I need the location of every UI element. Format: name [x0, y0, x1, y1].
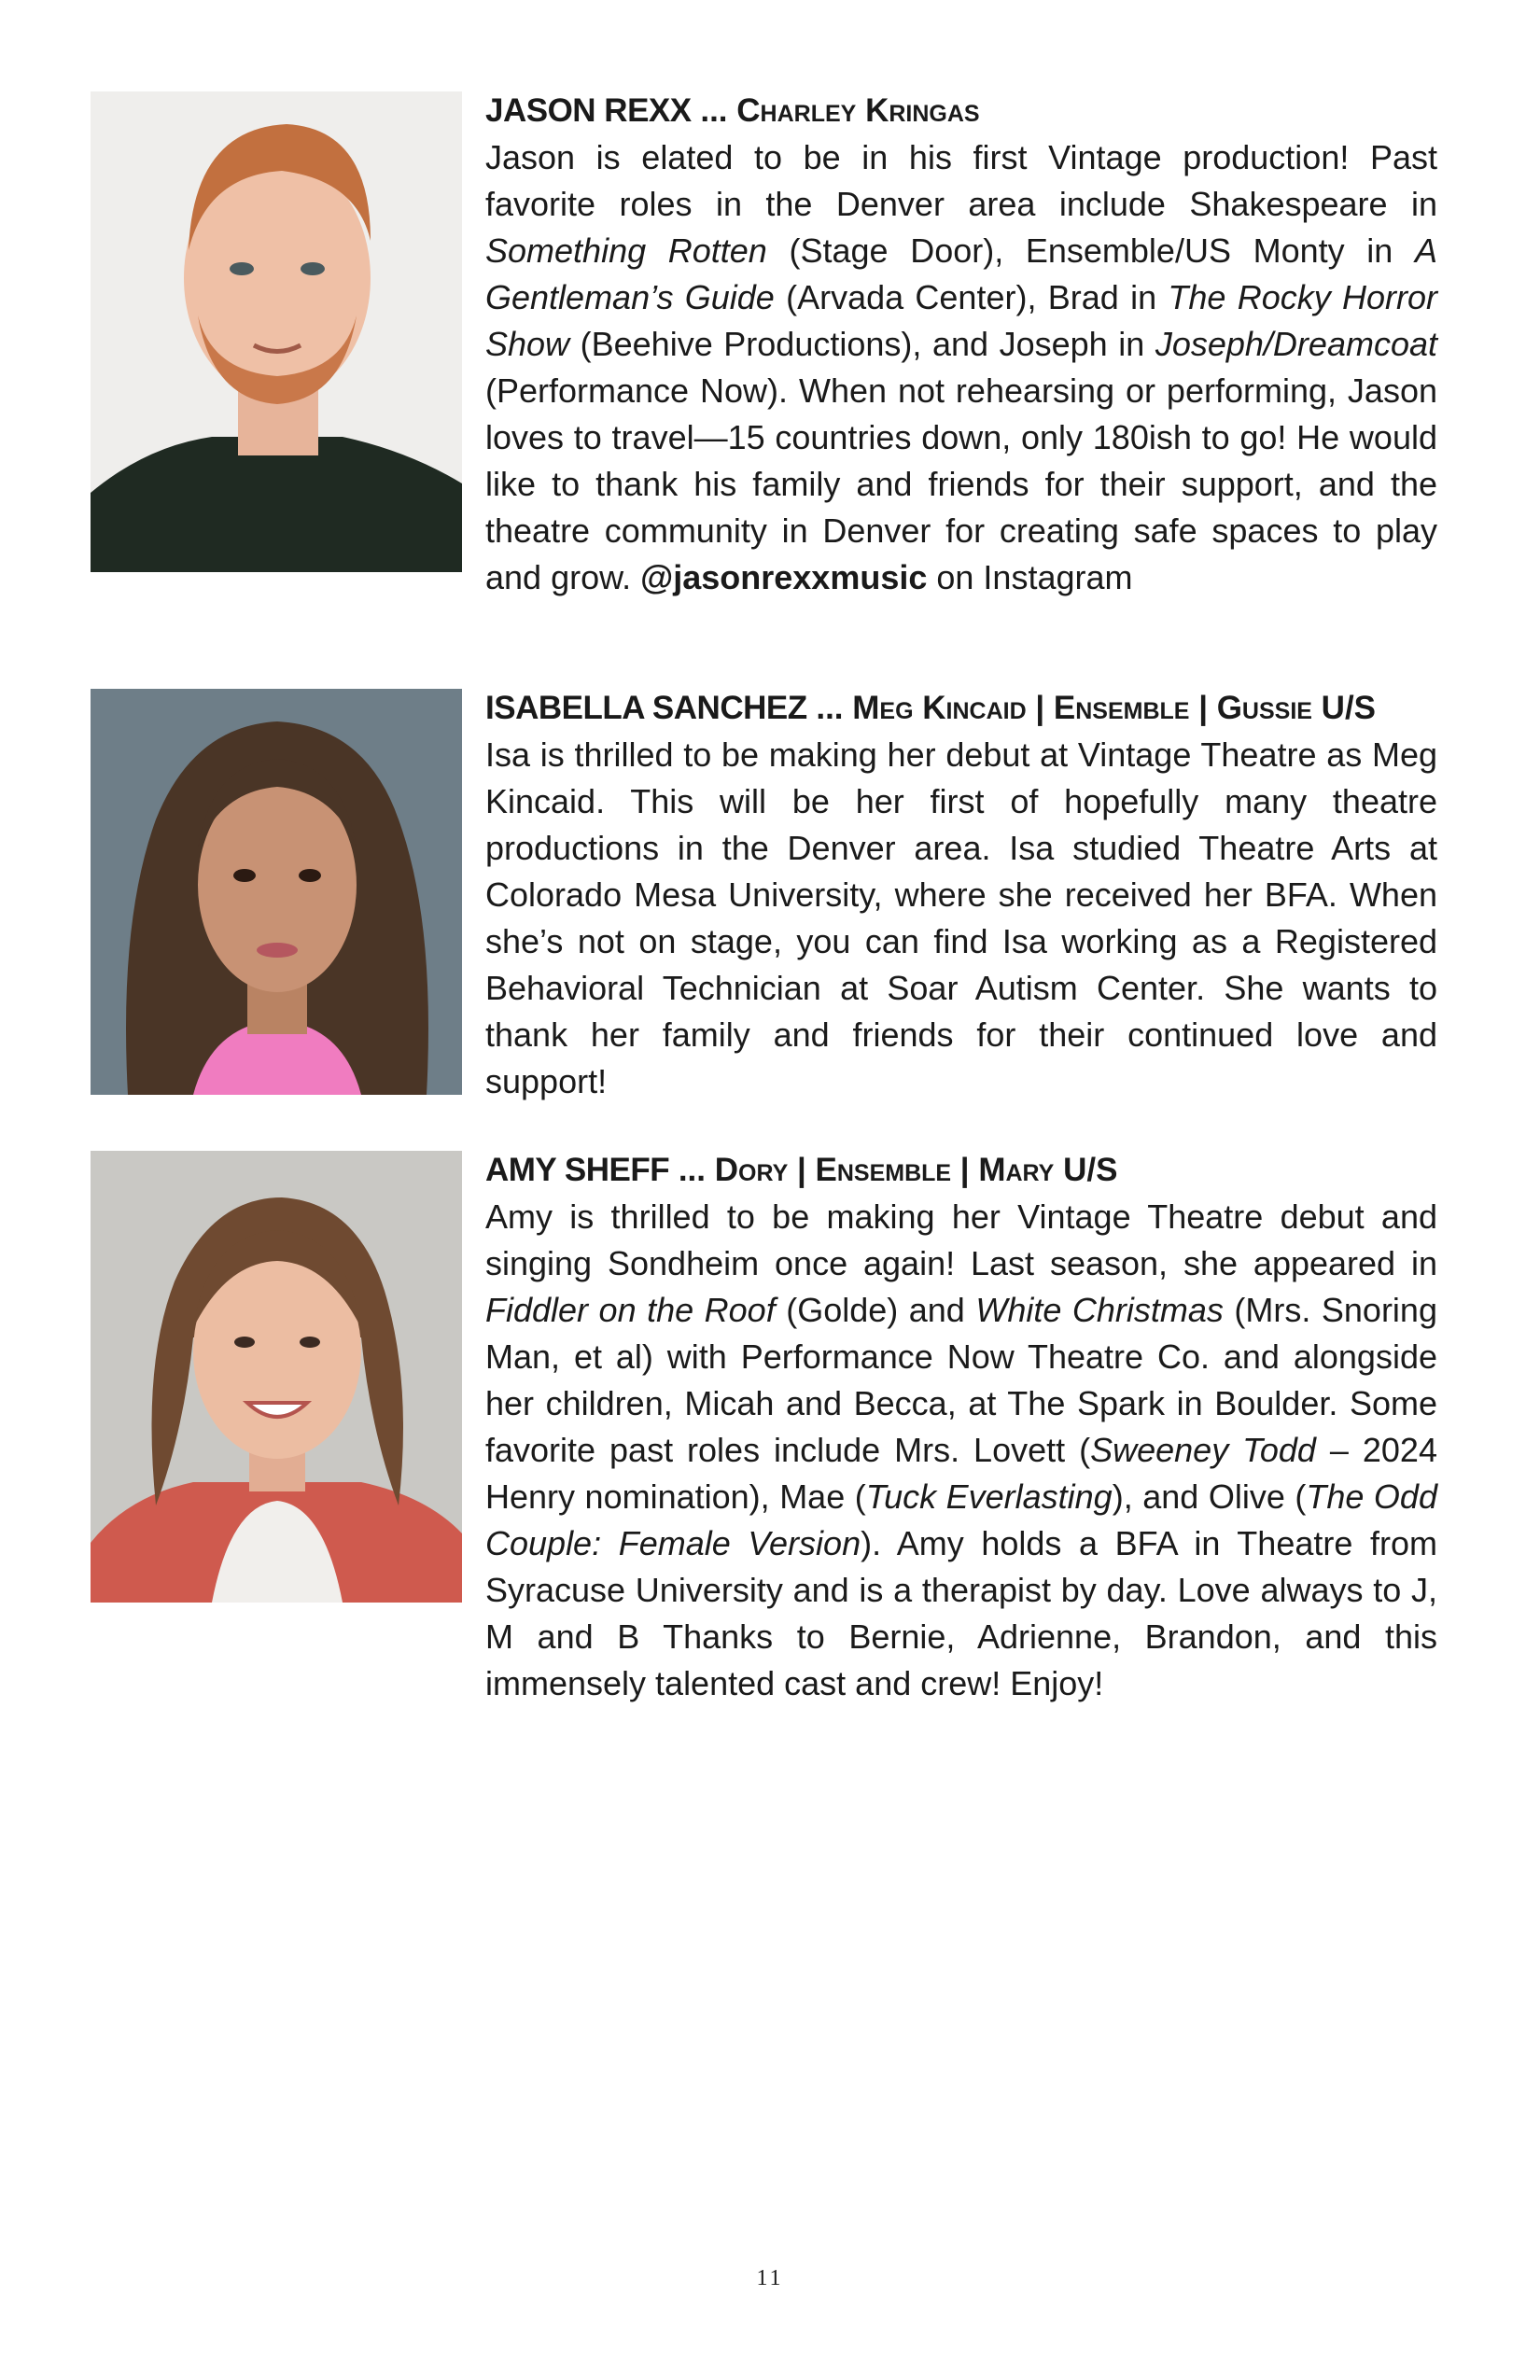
- role-name: Meg Kincaid | Ensemble | Gussie U/S: [852, 690, 1377, 726]
- bio-text-run: (Performance Now). When not rehearsing or performing, Jason loves to travel—15 countries down, only 180ish to go! He would like to thank his family and friends for their support, and the theatre community in Denver for creating safe spaces to play and grow.: [485, 371, 1437, 596]
- actor-name: AMY SHEFF: [485, 1152, 670, 1188]
- headshot-amy-illustration: [91, 1151, 462, 1603]
- bio-heading: [485, 91, 1437, 131]
- bio-paragraph: [485, 732, 1437, 1105]
- bio-text-run: Isa is thrilled to be making her debut at Vintage Theatre as Meg Kincaid. This will be her first of hopefully many theatre productions in the Denver area. Isa studied Theatre Arts at Colorado Mesa University, where she received her BFA. When she’s not on stage, you can find Isa working as a Registered Behavioral Technician at Soar Autism Center. She wants to thank her family and friends for their continued love and support!: [485, 735, 1437, 1100]
- page-number: 11: [756, 2266, 784, 2290]
- headshot-amy-sheff: [91, 1151, 462, 1603]
- show-title: A Gentleman’s Guide: [485, 231, 1437, 316]
- show-title: White Christmas: [975, 1291, 1224, 1329]
- name-role-separator: ...: [678, 1152, 707, 1188]
- bio-paragraph: [485, 1194, 1437, 1707]
- show-title: Fiddler on the Roof: [485, 1291, 776, 1329]
- headshot-jason-illustration: [91, 91, 462, 572]
- role-name: Dory | Ensemble | Mary U/S: [714, 1152, 1118, 1188]
- bio-text-run: (Beehive Productions), and Joseph in: [569, 325, 1155, 363]
- headshot-isabella-sanchez: [91, 689, 462, 1095]
- actor-name: JASON REXX: [485, 92, 692, 129]
- bio-text-run: Jason is elated to be in his first Vintage production! Past favorite roles in the Denver area include Shakespeare in: [485, 138, 1437, 223]
- show-title: The Rocky Horror Show: [485, 278, 1437, 363]
- name-role-separator: ...: [700, 92, 728, 129]
- bio-text-run: on Instagram: [927, 558, 1133, 596]
- show-title: Something Rotten: [485, 231, 767, 270]
- social-handle: @jasonrexxmusic: [640, 558, 928, 596]
- actor-name: ISABELLA SANCHEZ: [485, 690, 807, 726]
- bio-text-run: ). Amy holds a BFA in Theatre from Syracuse University and is a therapist by day. Love always to J, M and B Thanks to Bernie, Adrienne, Brandon, and this immensely talented cast and crew! Enjoy!: [485, 1524, 1437, 1702]
- bio-text-run: (Stage Door), Ensemble/US Monty in: [766, 231, 1415, 270]
- bio-text-run: Amy is thrilled to be making her Vintage Theatre debut and singing Sondheim once again! Last season, she appeared in: [485, 1197, 1437, 1282]
- show-title: The Odd Couple: Female Version: [485, 1477, 1437, 1562]
- headshot-isabella-illustration: [91, 689, 462, 1095]
- bio-text-run: ), and Olive (: [1112, 1477, 1307, 1516]
- show-title: Tuck Everlasting: [865, 1477, 1113, 1516]
- bio-paragraph: [485, 134, 1437, 601]
- bio-heading: [485, 689, 1437, 728]
- name-role-separator: ...: [816, 690, 844, 726]
- bio-heading: [485, 1151, 1437, 1190]
- bio-text-run: – 2024 Henry nomination), Mae (: [485, 1431, 1437, 1516]
- bio-text-run: (Mrs. Snoring Man, et al) with Performance Now Theatre Co. and alongside her children, Micah and Becca, at The Spark in Boulder. Some favorite past roles include Mrs. Lovett (: [485, 1291, 1437, 1469]
- show-title: Sweeney Todd: [1090, 1431, 1316, 1469]
- headshot-jason-rexx: [91, 91, 462, 572]
- show-title: Joseph/Dreamcoat: [1155, 325, 1437, 363]
- bio-text-run: (Golde) and: [775, 1291, 976, 1329]
- bio-text-run: (Arvada Center), Brad in: [774, 278, 1169, 316]
- role-name: Charley Kringas: [736, 92, 980, 129]
